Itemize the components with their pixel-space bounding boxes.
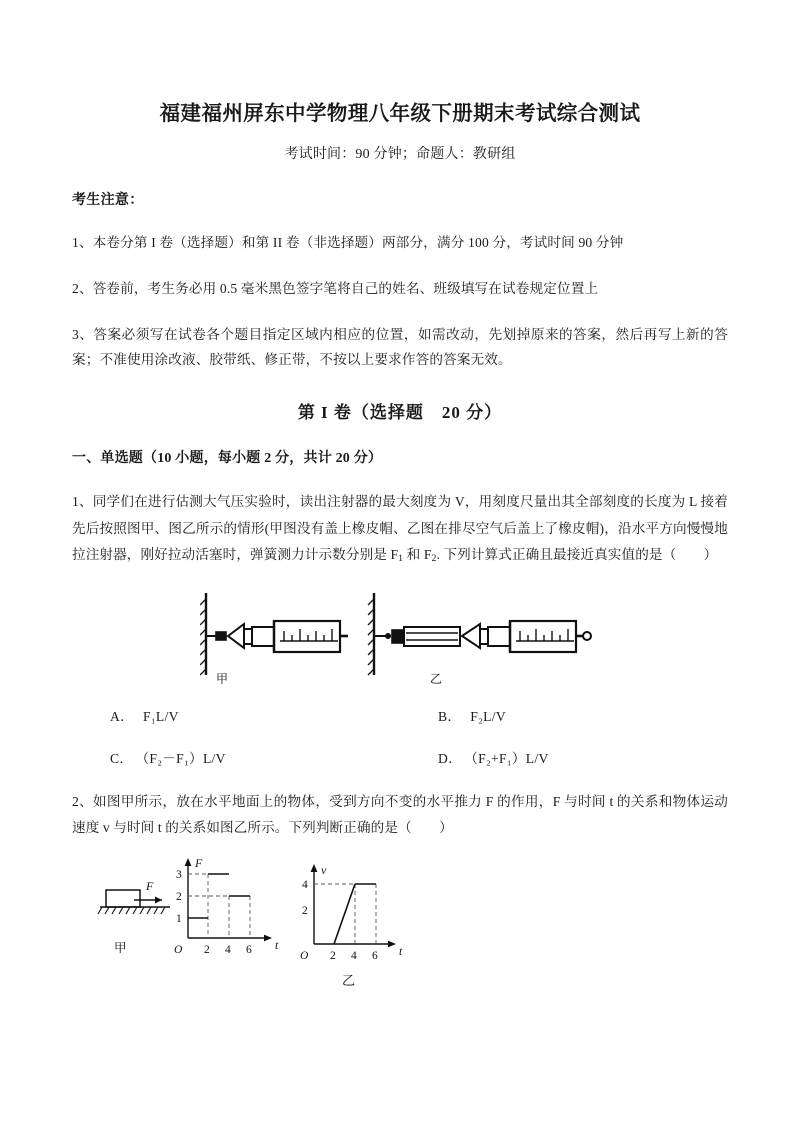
notice-item-1: 1、本卷分第 I 卷（选择题）和第 II 卷（非选择题）两部分，满分 100 分，考试时间 90 分钟 bbox=[72, 234, 624, 250]
question-1-body-a: 同学们在进行估测大气压实验时，读出注射器的最大刻度为 V，用刻度尺量出其全部刻度的长度为 L 接着先后按照图甲、图乙所示的情形(甲图没有盖上橡皮帽、乙图在排尽空气后盖上了橡皮帽)，沿水平方向慢慢地拉注射器，刚好拉动活塞时，弹簧测力计示数分别是 F bbox=[72, 494, 728, 563]
option-d[interactable] bbox=[400, 747, 728, 767]
option-b[interactable] bbox=[400, 705, 728, 725]
force-origin-label: O bbox=[174, 943, 183, 956]
force-xtick-6: 6 bbox=[246, 943, 252, 956]
question-1-text bbox=[72, 489, 728, 569]
option-c[interactable] bbox=[72, 747, 400, 767]
option-row-ab bbox=[72, 705, 728, 725]
option-a-label: A． bbox=[110, 708, 135, 724]
velocity-xtick-4: 4 bbox=[351, 949, 357, 962]
question-2-body: 如图甲所示，放在水平地面上的物体，受到方向不变的水平推力 F 的作用，F 与时间 t 的关系和物体运动速度 v 与时间 t 的关系如图乙所示。下列判断正确的是（ ） bbox=[72, 793, 728, 836]
option-c-label: C． bbox=[110, 750, 134, 766]
force-ytick-2: 2 bbox=[176, 890, 182, 903]
exam-subtitle: 考试时间：90 分钟；命题人：教研组 bbox=[284, 146, 516, 162]
section-title-single-choice: 一、单选题（10 小题，每小题 2 分，共计 20 分） bbox=[72, 451, 383, 467]
option-a[interactable] bbox=[72, 705, 400, 725]
velocity-graph-x-label: t bbox=[399, 945, 403, 958]
velocity-axis-label: v bbox=[321, 862, 327, 877]
question-2-text bbox=[72, 789, 728, 842]
force-xtick-4: 4 bbox=[225, 943, 231, 956]
force-graph-x-label: t bbox=[275, 939, 279, 952]
figure-label-jia: 甲 bbox=[216, 671, 229, 686]
velocity-xtick-2: 2 bbox=[330, 949, 336, 962]
block-force-label: F bbox=[146, 878, 154, 893]
option-b-value: F₂L/V bbox=[470, 708, 506, 724]
question-2-figure-wrap bbox=[72, 852, 728, 992]
force-axis-label: F bbox=[195, 855, 203, 870]
velocity-xtick-6: 6 bbox=[372, 949, 378, 962]
velocity-ytick-2: 2 bbox=[302, 904, 308, 917]
part-one-title: 第 I 卷（选择题 20 分） bbox=[297, 403, 503, 423]
question-1-options bbox=[72, 705, 728, 767]
notice-item-2: 2、答卷前，考生务必用 0.5 毫米黑色签字笔将自己的姓名、班级填写在试卷规定位置上 bbox=[72, 280, 599, 296]
page-title: 福建福州屏东中学物理八年级下册期末考试综合测试 bbox=[159, 103, 641, 125]
velocity-ytick-4: 4 bbox=[302, 878, 308, 891]
force-ytick-1: 1 bbox=[176, 912, 182, 925]
option-c-value: （F₂－F₁）L/V bbox=[142, 750, 226, 766]
question-1-body-b: 和 F bbox=[403, 547, 432, 563]
figure-label-jia-q2: 甲 bbox=[114, 940, 127, 955]
option-row-cd bbox=[72, 747, 728, 767]
force-time-graph bbox=[174, 856, 279, 956]
velocity-time-graph bbox=[300, 863, 403, 988]
question-1-body-c: . 下列计算式正确且最接近真实值的是（ ） bbox=[436, 547, 718, 563]
force-velocity-graph-figure bbox=[92, 852, 432, 992]
question-1-sub-2: 2 bbox=[431, 553, 437, 565]
figure-label-yi: 乙 bbox=[430, 671, 443, 686]
syringe-experiment-figure bbox=[200, 579, 600, 691]
velocity-origin-label: O bbox=[300, 949, 309, 962]
force-xtick-2: 2 bbox=[204, 943, 210, 956]
force-ytick-3: 3 bbox=[176, 868, 182, 881]
notice-heading: 考生注意： bbox=[72, 192, 144, 208]
question-1-number: 1、 bbox=[72, 494, 93, 510]
option-b-label: B． bbox=[438, 708, 462, 724]
block-on-ground-diagram bbox=[98, 879, 170, 955]
option-a-value: F₁L/V bbox=[143, 708, 179, 724]
option-d-label: D． bbox=[438, 750, 463, 766]
question-1-sub-1: 1 bbox=[398, 553, 404, 565]
question-2-number: 2、 bbox=[72, 793, 93, 809]
option-d-value: （F₂+F₁）L/V bbox=[471, 750, 549, 766]
notice-item-3: 3、答案必须写在试卷各个题目指定区域内相应的位置，如需改动，先划掉原来的答案，然后再写上新的答案；不准使用涂改液、胶带纸、修正带，不按以上要求作答的答案无效。 bbox=[72, 326, 728, 368]
question-1-figure-wrap bbox=[72, 579, 728, 691]
figure-label-yi-q2: 乙 bbox=[342, 972, 356, 988]
